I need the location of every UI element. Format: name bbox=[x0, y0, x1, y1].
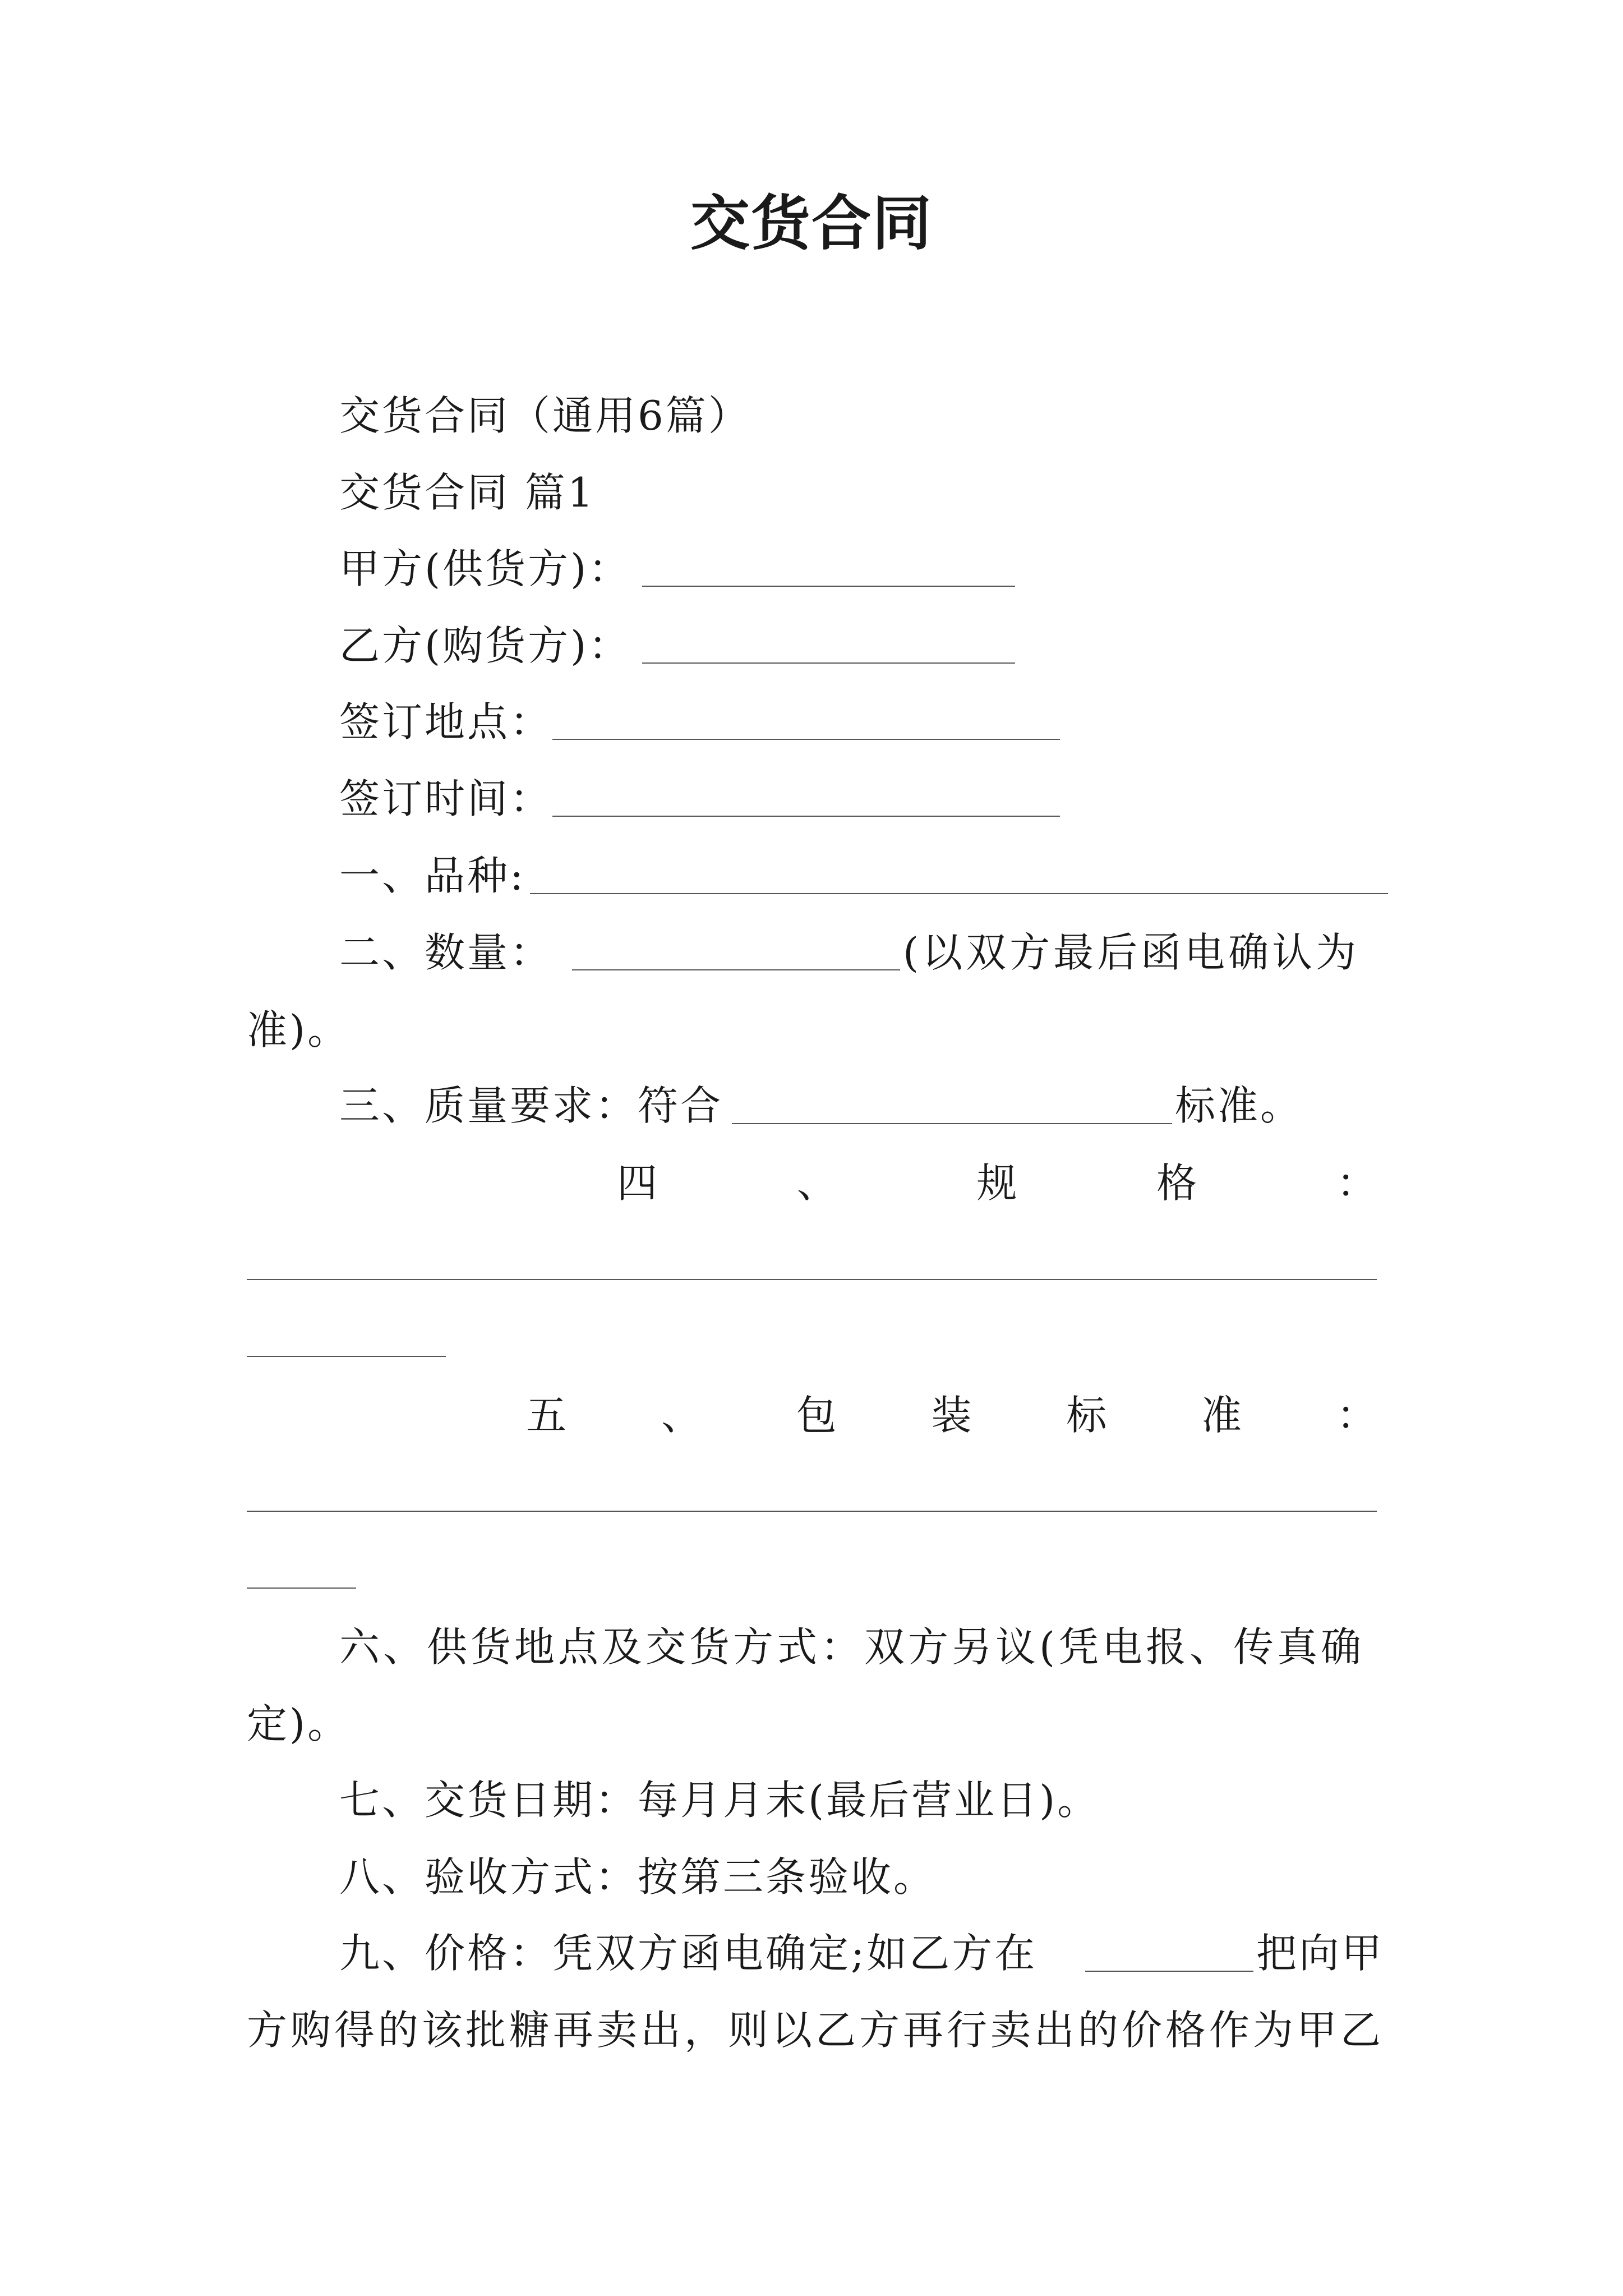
item-1-line bbox=[339, 852, 526, 899]
item-4-char: 格 bbox=[1156, 1159, 1197, 1207]
document-title: 交货合同 bbox=[690, 188, 933, 258]
item-5-char: 五 bbox=[526, 1392, 567, 1439]
section-heading: 交货合同 篇1 bbox=[339, 469, 596, 516]
party-b-blank bbox=[642, 662, 1015, 664]
sign-time-label: 签订时间： bbox=[339, 775, 553, 822]
item-5-blank-line-1 bbox=[247, 1511, 1377, 1512]
item-6-wrap: 定)。 bbox=[247, 1700, 351, 1747]
item-5-heading bbox=[526, 1392, 1377, 1439]
sign-time-line bbox=[339, 775, 553, 822]
item-9-label: 九、价格：凭双方函电确定;如乙方在 bbox=[339, 1930, 1038, 1977]
item-5-blank-line-2 bbox=[247, 1588, 356, 1589]
item-9-line bbox=[339, 1930, 1038, 1977]
sign-time-blank bbox=[552, 816, 1060, 817]
item-4-char: 四 bbox=[617, 1159, 658, 1207]
item-2-wrap: 准)。 bbox=[247, 1006, 351, 1053]
item-7-line: 七、交货日期：每月月末(最后营业日)。 bbox=[339, 1777, 1100, 1824]
sign-place-line bbox=[339, 698, 553, 746]
item-4-blank-line-2 bbox=[247, 1356, 446, 1357]
item-1-label: 一、品种: bbox=[339, 852, 526, 899]
item-4-char: ： bbox=[1336, 1159, 1377, 1207]
party-b-label: 乙方(购货方)： bbox=[339, 622, 631, 669]
item-1-blank bbox=[530, 893, 1388, 894]
item-5-char: ： bbox=[1336, 1392, 1377, 1439]
item-4-char: 、 bbox=[796, 1159, 837, 1207]
item-2-label: 二、数量： bbox=[339, 929, 553, 976]
item-8-line: 八、验收方式：按第三条验收。 bbox=[339, 1853, 937, 1901]
item-2-blank bbox=[572, 969, 900, 970]
document-subtitle: 交货合同（通用6篇） bbox=[339, 392, 751, 439]
party-a-blank bbox=[642, 586, 1015, 587]
item-3-blank bbox=[732, 1123, 1172, 1124]
item-3-line bbox=[339, 1082, 723, 1129]
item-4-char: 规 bbox=[976, 1159, 1017, 1207]
party-b-line bbox=[339, 622, 631, 669]
item-9-suffix: 把向甲 bbox=[1256, 1930, 1385, 1977]
item-9-blank bbox=[1085, 1971, 1253, 1972]
item-4-blank-line-1 bbox=[247, 1279, 1377, 1280]
item-6-line: 六、供货地点及交货方式：双方另议(凭电报、传真确 bbox=[339, 1623, 1365, 1671]
sign-place-blank bbox=[552, 739, 1060, 740]
item-3-label: 三、质量要求：符合 bbox=[339, 1082, 723, 1129]
item-9-wrap: 方购得的该批糖再卖出，则以乙方再行卖出的价格作为甲乙 bbox=[247, 2007, 1385, 2054]
item-2-line bbox=[339, 929, 553, 976]
item-2-suffix: (以双方最后函电确认为 bbox=[903, 929, 1360, 976]
item-5-char: 装 bbox=[931, 1392, 972, 1439]
item-4-heading bbox=[617, 1159, 1377, 1207]
sign-place-label: 签订地点： bbox=[339, 698, 553, 746]
item-5-char: 标 bbox=[1066, 1392, 1107, 1439]
party-a-label: 甲方(供货方)： bbox=[339, 545, 631, 592]
item-5-char: 包 bbox=[796, 1392, 837, 1439]
item-3-suffix: 标准。 bbox=[1175, 1082, 1303, 1129]
item-5-char: 准 bbox=[1201, 1392, 1242, 1439]
item-5-char: 、 bbox=[661, 1392, 702, 1439]
party-a-line bbox=[339, 545, 631, 592]
